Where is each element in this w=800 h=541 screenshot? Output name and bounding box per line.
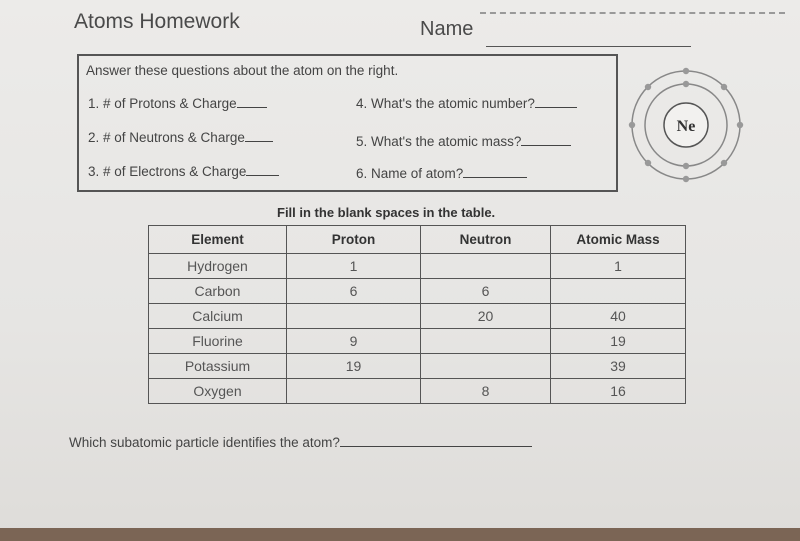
cell-atomic-mass: 39 — [551, 354, 686, 379]
cell-proton: 19 — [287, 354, 421, 379]
cell-atomic-mass: 19 — [551, 329, 686, 354]
table-row — [149, 304, 686, 329]
cell-proton — [287, 379, 421, 404]
header-proton: Proton — [287, 226, 421, 254]
cell-atomic-mass — [551, 279, 686, 304]
cell-neutron — [421, 354, 551, 379]
question-4: 4. What's the atomic number? — [356, 96, 577, 111]
cell-element: Carbon — [149, 279, 287, 304]
atom-symbol: Ne — [676, 118, 696, 135]
question-1: 1. # of Protons & Charge — [88, 96, 267, 111]
questions-intro: Answer these questions about the atom on the right. — [86, 63, 399, 78]
cell-neutron — [421, 329, 551, 354]
cell-neutron — [421, 254, 551, 279]
table-row — [149, 254, 686, 279]
header-element: Element — [149, 226, 287, 254]
question-2: 2. # of Neutrons & Charge — [88, 130, 273, 145]
table-title: Fill in the blank spaces in the table. — [277, 205, 496, 220]
question-5: 5. What's the atomic mass? — [356, 134, 571, 149]
question-6: 6. Name of atom? — [356, 166, 527, 181]
cell-proton: 1 — [287, 254, 421, 279]
cell-atomic-mass: 1 — [551, 254, 686, 279]
final-question: Which subatomic particle identifies the atom? — [69, 435, 532, 450]
table-header-row — [149, 226, 686, 254]
table-surface — [0, 528, 800, 541]
cell-element: Oxygen — [149, 379, 287, 404]
cell-element: Calcium — [149, 304, 287, 329]
table-row — [149, 379, 686, 404]
header-neutron: Neutron — [421, 226, 551, 254]
header-atomic-mass: Atomic Mass — [551, 226, 686, 254]
cell-element: Hydrogen — [149, 254, 287, 279]
table-row — [149, 279, 686, 304]
cell-proton — [287, 304, 421, 329]
cell-element: Fluorine — [149, 329, 287, 354]
elements-table — [148, 225, 686, 404]
cell-element: Potassium — [149, 354, 287, 379]
cell-proton: 6 — [287, 279, 421, 304]
table-row — [149, 354, 686, 379]
cell-atomic-mass: 40 — [551, 304, 686, 329]
table-row — [149, 329, 686, 354]
cell-neutron: 6 — [421, 279, 551, 304]
page-title: Atoms Homework — [74, 10, 240, 33]
question-3: 3. # of Electrons & Charge — [88, 164, 279, 179]
cell-atomic-mass: 16 — [551, 379, 686, 404]
cell-neutron: 8 — [421, 379, 551, 404]
cell-neutron: 20 — [421, 304, 551, 329]
name-label: Name — [420, 18, 474, 40]
cell-proton: 9 — [287, 329, 421, 354]
